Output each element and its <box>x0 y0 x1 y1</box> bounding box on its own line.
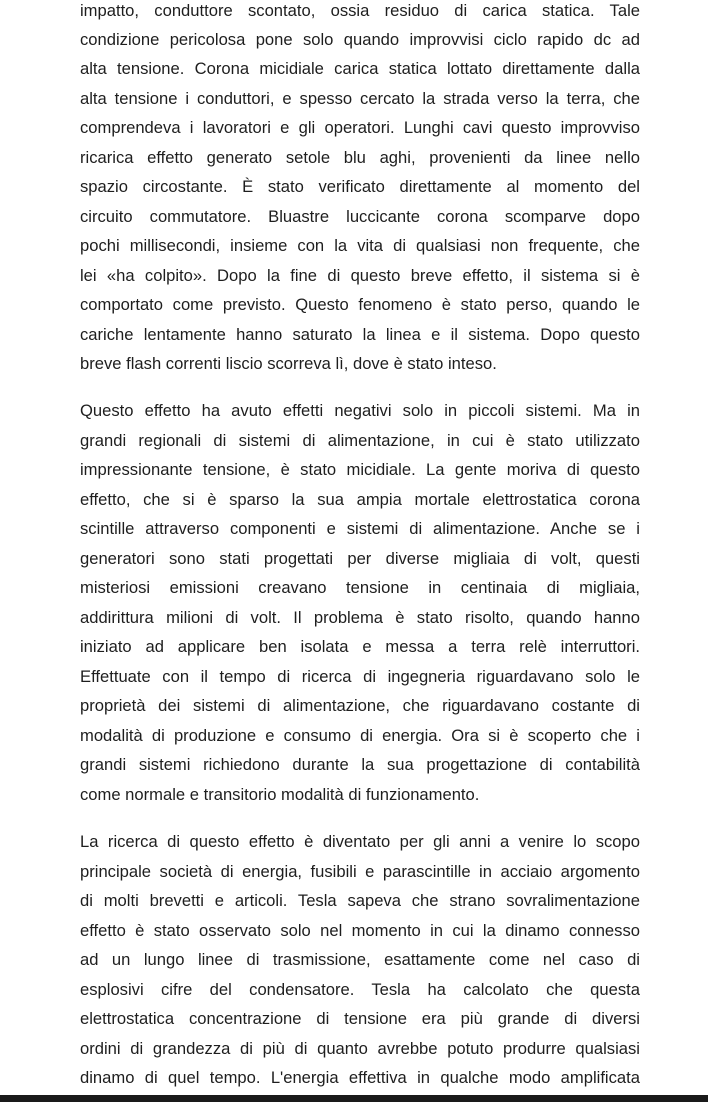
text-line: di molti brevetti e articoli. Tesla sapeva che strano sovralimentazione <box>80 891 640 910</box>
text-line: circuito commutatore. Bluastre luccicante corona scomparve dopo <box>80 207 640 226</box>
text-line: Questo effetto ha avuto effetti negativi solo in piccoli sistemi. Ma in <box>80 401 640 420</box>
text-line: impatto, conduttore scontato, ossia residuo di carica statica. Tale <box>80 1 640 20</box>
text-line: scintille attraverso componenti e sistemi di alimentazione. Anche se i <box>80 519 640 538</box>
text-line: addirittura milioni di volt. Il problema è stato risolto, quando hanno <box>80 608 640 627</box>
text-line: comportato come previsto. Questo fenomeno è stato perso, quando le <box>80 295 640 314</box>
text-line: modalità di produzione e consumo di energia. Ora si è scoperto che i <box>80 726 640 745</box>
bottom-edge-bar <box>0 1095 708 1102</box>
text-line: breve flash correnti liscio scorreva lì, dove è stato inteso. <box>80 354 497 373</box>
text-line: grandi regionali di sistemi di alimentazione, in cui è stato utilizzato <box>80 431 640 450</box>
text-line: principale società di energia, fusibili e parascintille in acciaio argomento <box>80 862 640 881</box>
text-line: ricarica effetto generato setole blu aghi, provenienti da linee nello <box>80 148 640 167</box>
text-line: generatori sono stati progettati per diverse migliaia di volt, questi <box>80 549 640 568</box>
text-line: effetto è stato osservato solo nel momento in cui la dinamo connesso <box>80 921 640 940</box>
text-line: alta tensione i conduttori, e spesso cercato la strada verso la terra, che <box>80 89 640 108</box>
text-line: ordini di grandezza di più di quanto avrebbe potuto produrre qualsiasi <box>80 1039 640 1058</box>
text-line: grandi sistemi richiedono durante la sua progettazione di contabilità <box>80 755 640 774</box>
text-line: iniziato ad applicare ben isolata e messa a terra relè interruttori. <box>80 637 640 656</box>
text-line: cariche lentamente hanno saturato la linea e il sistema. Dopo questo <box>80 325 640 344</box>
text-line: Effettuate con il tempo di ricerca di ingegneria riguardavano solo le <box>80 667 640 686</box>
text-line: dinamo di quel tempo. L'energia effettiva in qualche modo amplificata <box>80 1068 640 1087</box>
text-line: elettrostatica concentrazione di tensione era più grande di diversi <box>80 1009 640 1028</box>
text-line: La ricerca di questo effetto è diventato per gli anni a venire lo scopo <box>80 832 640 851</box>
text-line: lei «ha colpito». Dopo la fine di questo breve effetto, il sistema si è <box>80 266 640 285</box>
text-line: come normale e transitorio modalità di funzionamento. <box>80 785 480 804</box>
text-line: spazio circostante. È stato verificato direttamente al momento del <box>80 177 640 196</box>
text-line: comprendeva i lavoratori e gli operatori. Lunghi cavi questo improvviso <box>80 118 640 137</box>
text-line: ad un lungo linee di trasmissione, esattamente come nel caso di <box>80 950 640 969</box>
text-line: proprietà dei sistemi di alimentazione, che riguardavano costante di <box>80 696 640 715</box>
text-line: alta tensione. Corona micidiale carica statica lottato direttamente dalla <box>80 59 640 78</box>
text-line: effetto, che si è sparso la sua ampia mortale elettrostatica corona <box>80 490 640 509</box>
text-line: pochi millisecondi, insieme con la vita di qualsiasi non frequente, che <box>80 236 640 255</box>
text-line: impressionante tensione, è stato micidiale. La gente moriva di questo <box>80 460 640 479</box>
text-line: esplosivi cifre del condensatore. Tesla ha calcolato che questa <box>80 980 640 999</box>
text-line: condizione pericolosa pone solo quando improvvisi ciclo rapido dc ad <box>80 30 640 49</box>
text-line: misteriosi emissioni creavano tensione in centinaia di migliaia, <box>80 578 640 597</box>
